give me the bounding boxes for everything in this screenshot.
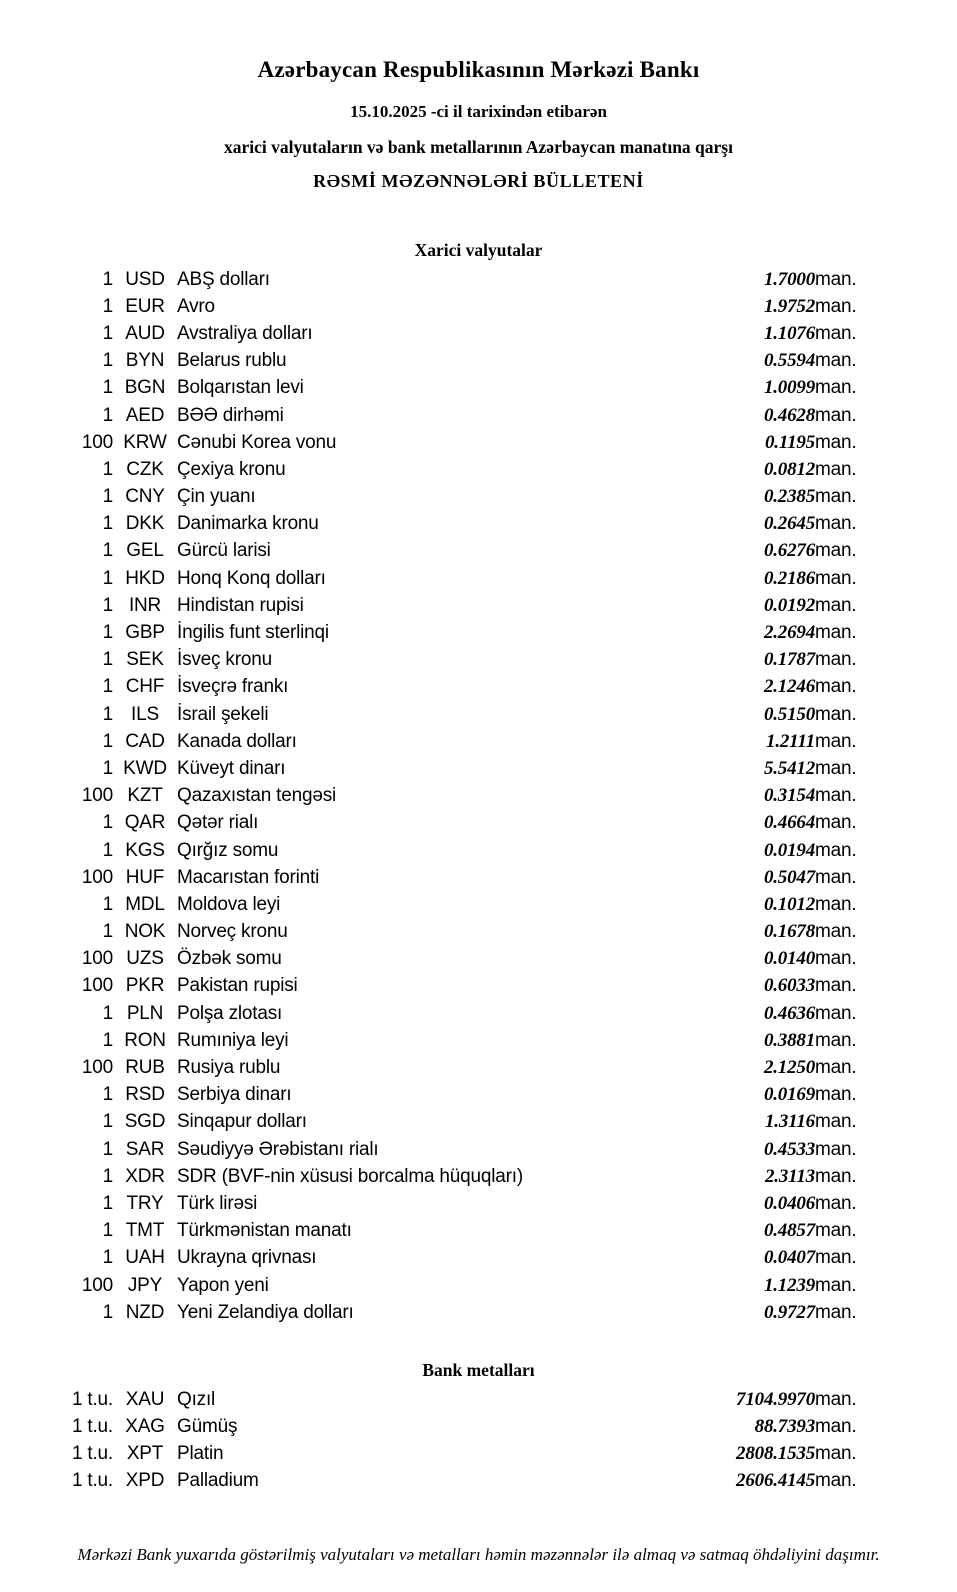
currencies-table (0, 266, 957, 1326)
currency-rate: 0.3154 (763, 785, 815, 807)
currency-rate: 0.1012 (763, 893, 815, 915)
currency-code: AED (125, 404, 165, 426)
currency-quantity: 1 (102, 486, 113, 508)
currency-rate: 1.1239 (763, 1274, 815, 1296)
currency-name: Ukrayna qrivnası (177, 1247, 317, 1269)
metal-unit-label: man. (815, 1443, 857, 1465)
currency-quantity: 1 (102, 921, 113, 943)
currency-name: Moldova leyi (177, 893, 281, 915)
currency-rate: 0.0812 (763, 458, 815, 480)
currency-name: Qətər rialı (177, 812, 259, 834)
currency-quantity: 1 (102, 622, 113, 644)
currency-code: XDR (125, 1165, 165, 1187)
metal-row (0, 1386, 957, 1413)
currency-row (0, 891, 957, 918)
currency-unit-label: man. (815, 1138, 857, 1160)
currency-quantity: 1 (102, 1111, 113, 1133)
currency-rate: 0.4857 (763, 1220, 815, 1242)
currency-rate: 5.5412 (763, 757, 815, 779)
currency-name: Sinqapur dolları (177, 1111, 307, 1133)
metal-unit-label: man. (815, 1388, 857, 1410)
currency-name: Serbiya dinarı (177, 1084, 292, 1106)
currency-row (0, 728, 957, 755)
currency-unit-label: man. (815, 486, 857, 508)
metal-rate: 2808.1535 (736, 1443, 815, 1465)
currency-code: PLN (126, 1002, 164, 1024)
currency-quantity: 100 (81, 1274, 113, 1296)
currency-row (0, 1272, 957, 1299)
currency-quantity: 1 (102, 322, 113, 344)
metals-section-title: Bank metalları (422, 1360, 535, 1381)
currency-quantity: 1 (102, 812, 113, 834)
currency-row (0, 375, 957, 402)
currency-code: TMT (125, 1220, 165, 1242)
currency-code: QAR (124, 812, 166, 834)
currency-quantity: 1 (102, 268, 113, 290)
currency-quantity: 1 (102, 540, 113, 562)
currency-unit-label: man. (815, 1111, 857, 1133)
currency-quantity: 1 (102, 839, 113, 861)
currency-row (0, 919, 957, 946)
currency-rate: 1.2111 (766, 730, 815, 752)
currency-name: BƏƏ dirhəmi (177, 404, 284, 426)
currency-rate: 2.1246 (763, 676, 815, 698)
currency-unit-label: man. (815, 1029, 857, 1051)
currency-row (0, 1218, 957, 1245)
currency-quantity: 1 (102, 1084, 113, 1106)
currency-name: Özbək somu (177, 948, 282, 970)
currency-code: NOK (124, 921, 166, 943)
currency-code: BYN (125, 350, 165, 372)
currency-rate: 1.7000 (763, 268, 815, 290)
currency-name: Avro (177, 295, 215, 317)
currency-quantity: 1 (102, 730, 113, 752)
currency-row (0, 538, 957, 565)
currency-row (0, 565, 957, 592)
currency-name: Cənubi Korea vonu (177, 431, 337, 453)
currency-unit-label: man. (815, 1220, 857, 1242)
currency-code: DKK (125, 513, 165, 535)
metal-name: Palladium (177, 1470, 259, 1492)
currency-code: UZS (126, 948, 164, 970)
currency-quantity: 1 (102, 1138, 113, 1160)
currency-unit-label: man. (815, 730, 857, 752)
currency-code: EUR (125, 295, 165, 317)
metal-code: XAU (125, 1388, 165, 1410)
currency-unit-label: man. (815, 1084, 857, 1106)
currency-code: USD (125, 268, 165, 290)
currency-quantity: 1 (102, 458, 113, 480)
currency-name: ABŞ dolları (177, 268, 270, 290)
currency-quantity: 1 (102, 404, 113, 426)
currencies-table-body (0, 266, 957, 1326)
currency-unit-label: man. (815, 1165, 857, 1187)
metals-table-body (0, 1386, 957, 1495)
currency-code: KGS (125, 839, 165, 861)
currency-rate: 0.4628 (763, 404, 815, 426)
currency-name: Danimarka kronu (177, 513, 319, 535)
currency-quantity: 1 (102, 377, 113, 399)
currency-rate: 2.2694 (763, 622, 815, 644)
currency-name: Honq Konq dolları (177, 567, 326, 589)
currency-row (0, 1027, 957, 1054)
currency-row (0, 1299, 957, 1326)
currency-quantity: 1 (102, 1165, 113, 1187)
currency-name: Macarıstan forinti (177, 866, 320, 888)
currency-row (0, 674, 957, 701)
metal-name: Platin (177, 1443, 224, 1465)
currency-unit-label: man. (815, 1057, 857, 1079)
metal-rate: 2606.4145 (736, 1470, 815, 1492)
currency-row (0, 755, 957, 782)
currency-rate: 2.1250 (763, 1057, 815, 1079)
currency-rate: 0.2186 (763, 567, 815, 589)
currency-unit-label: man. (815, 295, 857, 317)
currencies-section-title: Xarici valyutalar (414, 240, 543, 260)
currency-row (0, 946, 957, 973)
currency-quantity: 1 (102, 1301, 113, 1323)
metal-rate: 88.7393 (754, 1416, 815, 1438)
currency-unit-label: man. (815, 1247, 857, 1269)
currency-rate: 0.4533 (763, 1138, 815, 1160)
bank-name-title: Azərbaycan Respublikasının Mərkəzi Bankı (257, 57, 700, 82)
currency-code: GBP (125, 622, 165, 644)
currency-rate: 0.0169 (763, 1084, 815, 1106)
currency-name: Rusiya rublu (177, 1057, 281, 1079)
currency-name: İsveç kronu (177, 649, 272, 671)
currency-code: SEK (126, 649, 164, 671)
currency-row (0, 810, 957, 837)
metal-rate: 7104.9970 (736, 1388, 815, 1410)
currency-rate: 1.1076 (763, 322, 815, 344)
currency-quantity: 1 (102, 757, 113, 779)
currency-unit-label: man. (815, 540, 857, 562)
currency-rate: 1.9752 (763, 295, 815, 317)
currency-row (0, 1054, 957, 1081)
currency-rate: 0.0192 (763, 594, 815, 616)
currency-quantity: 1 (102, 1029, 113, 1051)
currency-row (0, 701, 957, 728)
currency-name: SDR (BVF-nin xüsusi borcalma hüquqları) (177, 1165, 523, 1187)
effective-date-line: 15.10.2025 -ci il tarixindən etibarən (350, 102, 607, 121)
currency-unit-label: man. (815, 866, 857, 888)
metal-row (0, 1414, 957, 1441)
currency-code: TRY (126, 1192, 164, 1214)
currency-row (0, 647, 957, 674)
currency-code: SAR (125, 1138, 165, 1160)
currency-row (0, 402, 957, 429)
currency-rate: 1.3116 (764, 1111, 815, 1133)
currency-code: PKR (125, 975, 165, 997)
currency-name: Çin yuanı (177, 486, 256, 508)
currency-quantity: 1 (102, 703, 113, 725)
currency-rate: 0.4636 (763, 1002, 815, 1024)
currency-name: Səudiyyə Ərəbistanı rialı (177, 1138, 379, 1160)
currency-rate: 0.0194 (763, 839, 815, 861)
currency-quantity: 100 (81, 866, 113, 888)
currency-code: ILS (131, 703, 159, 725)
currency-unit-label: man. (815, 1301, 857, 1323)
currency-rate: 0.5594 (763, 350, 815, 372)
currency-name: Türkmənistan manatı (177, 1220, 352, 1242)
currency-code: BGN (124, 377, 166, 399)
currency-row (0, 837, 957, 864)
currency-code: GEL (126, 540, 164, 562)
metal-quantity: 1 t.u. (71, 1416, 113, 1438)
currency-quantity: 100 (81, 975, 113, 997)
currency-unit-label: man. (815, 322, 857, 344)
currency-rate: 0.3881 (763, 1029, 815, 1051)
currency-quantity: 1 (102, 1247, 113, 1269)
currency-name: Kanada dolları (177, 730, 297, 752)
currency-quantity: 1 (102, 594, 113, 616)
currency-name: Qazaxıstan tengəsi (177, 785, 337, 807)
currency-code: KRW (123, 431, 167, 453)
currency-rate: 0.0140 (763, 948, 815, 970)
currency-quantity: 1 (102, 893, 113, 915)
currency-unit-label: man. (815, 975, 857, 997)
currency-unit-label: man. (815, 1192, 857, 1214)
currency-quantity: 100 (81, 785, 113, 807)
currency-unit-label: man. (815, 893, 857, 915)
metals-table (0, 1386, 957, 1495)
currency-code: NZD (125, 1301, 165, 1323)
metal-row (0, 1441, 957, 1468)
metal-name: Gümüş (177, 1416, 238, 1438)
currency-name: İngilis funt sterlinqi (177, 622, 329, 644)
metal-code: XAG (125, 1416, 165, 1438)
currency-name: Qırğız somu (177, 839, 279, 861)
currency-quantity: 1 (102, 350, 113, 372)
currency-code: INR (128, 594, 162, 616)
currency-code: HKD (125, 567, 165, 589)
currency-row (0, 864, 957, 891)
currency-rate: 0.1678 (763, 921, 815, 943)
currency-rate: 0.5047 (763, 866, 815, 888)
currency-quantity: 100 (81, 1057, 113, 1079)
currency-row (0, 783, 957, 810)
currency-row (0, 429, 957, 456)
currency-rate: 0.2385 (763, 486, 815, 508)
bulletin-subtitle: xarici valyutaların və bank metallarının Azərbaycan manatına qarşı (224, 137, 733, 157)
currency-rate: 0.0407 (763, 1247, 815, 1269)
metal-unit-label: man. (815, 1416, 857, 1438)
currency-unit-label: man. (815, 1002, 857, 1024)
currency-quantity: 1 (102, 1002, 113, 1024)
currency-row (0, 1245, 957, 1272)
currency-code: RUB (125, 1057, 165, 1079)
currency-name: Hindistan rupisi (177, 594, 304, 616)
currency-unit-label: man. (815, 757, 857, 779)
currency-code: CHF (125, 676, 165, 698)
currency-quantity: 1 (102, 649, 113, 671)
obligation-note: Mərkəzi Bank yuxarıda göstərilmiş valyutaları və metalları həmin məzənnələr ilə almaq və satmaq öhdəliyini daşımır. (77, 1545, 880, 1565)
currency-quantity: 100 (81, 948, 113, 970)
currency-name: Avstraliya dolları (177, 322, 313, 344)
currency-rate: 0.1195 (764, 431, 815, 453)
currency-unit-label: man. (815, 703, 857, 725)
currency-quantity: 1 (102, 295, 113, 317)
currency-code: KWD (123, 757, 167, 779)
currency-unit-label: man. (815, 812, 857, 834)
currency-row (0, 511, 957, 538)
currency-unit-label: man. (815, 431, 857, 453)
metal-quantity: 1 t.u. (71, 1470, 113, 1492)
currency-name: Çexiya kronu (177, 458, 286, 480)
currency-code: RSD (125, 1084, 165, 1106)
currency-name: Pakistan rupisi (177, 975, 298, 997)
currency-name: Yapon yeni (177, 1274, 269, 1296)
currency-row (0, 293, 957, 320)
currency-unit-label: man. (815, 268, 857, 290)
currency-code: JPY (127, 1274, 163, 1296)
currency-rate: 0.1787 (763, 649, 815, 671)
currency-rate: 0.9727 (763, 1301, 815, 1323)
currency-unit-label: man. (815, 458, 857, 480)
currency-unit-label: man. (815, 921, 857, 943)
currency-code: CZK (126, 458, 164, 480)
currency-unit-label: man. (815, 404, 857, 426)
currency-rate: 2.3113 (764, 1165, 815, 1187)
metal-quantity: 1 t.u. (71, 1388, 113, 1410)
currency-unit-label: man. (815, 567, 857, 589)
currency-quantity: 1 (102, 1220, 113, 1242)
currency-unit-label: man. (815, 622, 857, 644)
currency-quantity: 1 (102, 567, 113, 589)
currency-unit-label: man. (815, 649, 857, 671)
currency-row (0, 484, 957, 511)
currency-code: AUD (125, 322, 165, 344)
currency-quantity: 1 (102, 1192, 113, 1214)
metal-name: Qızıl (177, 1388, 216, 1410)
currency-row (0, 1136, 957, 1163)
currency-rate: 0.5150 (763, 703, 815, 725)
currency-name: İsrail şekeli (177, 703, 269, 725)
currency-rate: 1.0099 (763, 377, 815, 399)
currency-unit-label: man. (815, 1274, 857, 1296)
metal-quantity: 1 t.u. (71, 1443, 113, 1465)
currency-name: Gürcü larisi (177, 540, 271, 562)
currency-name: Belarus rublu (177, 350, 287, 372)
currency-unit-label: man. (815, 594, 857, 616)
currency-unit-label: man. (815, 350, 857, 372)
currency-row (0, 592, 957, 619)
currency-quantity: 1 (102, 676, 113, 698)
currency-name: Küveyt dinarı (177, 757, 286, 779)
currency-code: CAD (125, 730, 165, 752)
metal-code: XPT (126, 1443, 164, 1465)
currency-code: SGD (124, 1111, 166, 1133)
currency-rate: 0.0406 (763, 1192, 815, 1214)
currency-rate: 0.6276 (763, 540, 815, 562)
currency-code: UAH (125, 1247, 165, 1269)
currency-code: CNY (125, 486, 165, 508)
currency-rate: 0.6033 (763, 975, 815, 997)
currency-code: RON (124, 1029, 166, 1051)
currency-row (0, 320, 957, 347)
currency-code: KZT (127, 785, 163, 807)
page-header (0, 0, 957, 193)
currency-unit-label: man. (815, 513, 857, 535)
currency-row (0, 348, 957, 375)
currency-quantity: 1 (102, 513, 113, 535)
currency-name: Norveç kronu (177, 921, 288, 943)
currency-name: Yeni Zelandiya dolları (177, 1301, 354, 1323)
metal-code: XPD (125, 1470, 165, 1492)
currency-row (0, 1109, 957, 1136)
currency-row (0, 456, 957, 483)
metal-row (0, 1468, 957, 1495)
currency-unit-label: man. (815, 839, 857, 861)
currency-row (0, 619, 957, 646)
currency-row (0, 1163, 957, 1190)
currency-quantity: 100 (81, 431, 113, 453)
currency-unit-label: man. (815, 377, 857, 399)
metal-unit-label: man. (815, 1470, 857, 1492)
currency-row (0, 1082, 957, 1109)
currency-unit-label: man. (815, 948, 857, 970)
currency-unit-label: man. (815, 785, 857, 807)
currency-name: İsveçrə frankı (177, 676, 289, 698)
currency-name: Rumıniya leyi (177, 1029, 289, 1051)
currency-row (0, 266, 957, 293)
currency-row (0, 1190, 957, 1217)
currency-name: Türk lirəsi (177, 1192, 258, 1214)
currency-rate: 0.2645 (763, 513, 815, 535)
bulletin-title: RƏSMİ MƏZƏNNƏLƏRİ BÜLLETENİ (313, 171, 644, 191)
currency-name: Bolqarıstan levi (177, 377, 304, 399)
currency-rate: 0.4664 (763, 812, 815, 834)
currency-code: HUF (125, 866, 165, 888)
currency-row (0, 1000, 957, 1027)
currency-code: MDL (125, 893, 165, 915)
currency-row (0, 973, 957, 1000)
currency-unit-label: man. (815, 676, 857, 698)
currency-name: Polşa zlotası (177, 1002, 283, 1024)
